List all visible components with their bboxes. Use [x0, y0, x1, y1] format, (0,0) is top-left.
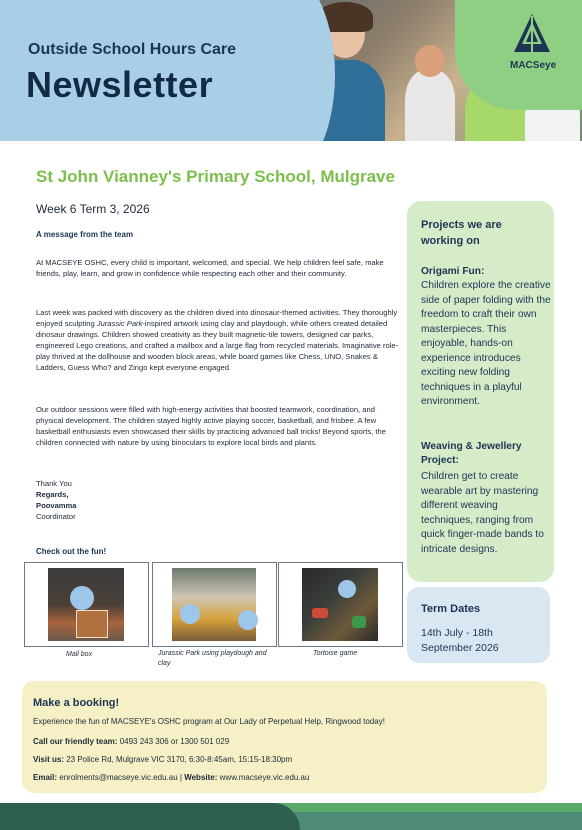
signature-block — [36, 478, 77, 522]
thanks-text: Thank You — [36, 479, 72, 488]
photo-child — [405, 70, 455, 141]
project-text-origami: Children explore the creative side of paper folding with the freedom to craft their own masterpieces. This enjoyable, hands-on experience introduces exciting new folding techniques in a playful environment. — [421, 280, 551, 407]
booking-email-line — [33, 773, 309, 782]
visit-label: Visit us: — [33, 755, 64, 764]
message-paragraph-3: Our outdoor sessions were filled with high-energy activities that boosted teamwork, coordination, and physical development. The children stayed highly active playing soccer, basketball, and frisbee. A few basketball enthusiasts even showcased their skills by practicing advanced ball tricks! Beyond sports, the children connected with nature by using binoculars to explore local birds and plants. — [36, 405, 386, 447]
booking-visit-line — [33, 755, 292, 764]
booking-call-line — [33, 737, 229, 746]
paragraph-2-text: Last week was packed with discovery as the children dived into dinosaur-themed activities. They thoroughly enjoyed sculpting Jurassic Park-inspired artwork using clay and playdough, while others created detailed dinosaur drawings. Children showed creativity as they built magnetic-tile towers, designed car parks, engineered Lego creations, and crafted a mailbox and a large flag from recycled materials. Imaginative role-play thrived at the dollhouse and wooden block areas, while board games like Chess, UNO, Snakes & Ladders, Guess Who? and Zingo kept everyone engaged. — [36, 308, 399, 372]
project-name-weaving: Weaving & Jewellery Project: — [421, 441, 522, 466]
jurassic-image — [172, 568, 256, 641]
term-title: Term Dates — [421, 603, 481, 615]
email-label: Email: — [33, 773, 58, 782]
face-blur-icon — [238, 610, 258, 630]
face-blur-icon — [70, 586, 94, 610]
fun-heading: Check out the fun! — [36, 547, 107, 556]
visit-value: 23 Police Rd, Mulgrave VIC 3170, 6:30-8:45am, 15:15-18:30pm — [66, 755, 293, 764]
website-label: Website: — [184, 773, 218, 782]
term-dates: 14th July - 18th September 2026 — [421, 627, 499, 654]
header-title: Newsletter — [26, 64, 214, 105]
header-subtitle: Outside School Hours Care — [28, 41, 237, 58]
message-paragraph-2 — [36, 307, 402, 373]
logo-text: MACSeye — [510, 60, 557, 71]
booking-title: Make a booking! — [33, 697, 120, 709]
website-link[interactable]: www.macseye.vic.edu.au — [219, 773, 310, 782]
photo-child-head — [415, 45, 445, 77]
face-blur-icon — [180, 604, 200, 624]
face-blur-icon — [338, 580, 356, 598]
caption-tortoise: Tortoise game — [313, 650, 358, 657]
projects-title: Projects we are working on — [421, 219, 502, 247]
week-label: Week 6 Term 3, 2026 — [36, 202, 150, 216]
signer-role: Coordinator — [36, 512, 76, 521]
header-banner — [0, 0, 582, 141]
message-paragraph-1: At MACSEYE OSHC, every child is important, welcomed, and special. We help children feel safe, make friends, play, learn, and grow in confidence while respecting each other and their community. — [36, 258, 384, 278]
signer-name: Poovamma — [36, 501, 77, 510]
separator: | — [179, 773, 182, 782]
photo-mailbox — [24, 562, 149, 647]
email-link[interactable]: enrolments@macseye.vic.edu.au — [59, 773, 178, 782]
macseye-logo-icon — [512, 14, 552, 56]
toy-shape — [352, 616, 366, 628]
mailbox-shape — [76, 610, 108, 638]
header-curve — [215, 0, 335, 141]
regards-text: Regards, — [36, 490, 69, 499]
photo-tortoise — [278, 562, 403, 647]
caption-mailbox: Mail box — [66, 651, 93, 658]
message-heading: A message from the team — [36, 230, 134, 239]
mailbox-image — [48, 568, 124, 641]
tortoise-image — [302, 568, 378, 641]
call-label: Call our friendly team: — [33, 737, 118, 746]
toy-shape — [312, 608, 328, 618]
project-name-origami: Origami Fun: — [421, 266, 485, 277]
call-value[interactable]: 0493 243 306 or 1300 501 029 — [119, 737, 230, 746]
footer-band-dark — [0, 803, 300, 830]
school-name: St John Vianney's Primary School, Mulgrave — [36, 167, 395, 186]
project-text-weaving: Children get to create wearable art by mastering different weaving techniques, ranging from quick finger-made bands to intricate designs. — [421, 471, 544, 555]
photo-jurassic — [152, 562, 277, 647]
booking-intro: Experience the fun of MACSEYE's OSHC program at Our Lady of Perpetual Help, Ringwood today! — [33, 717, 385, 726]
caption-jurassic: Jurassic Park using playdough and clay — [158, 650, 267, 667]
